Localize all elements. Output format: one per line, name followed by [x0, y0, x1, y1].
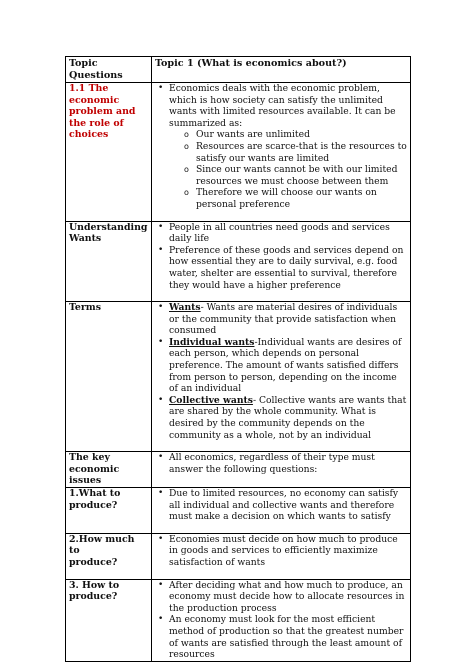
list-item: [169, 337, 407, 395]
spacer: [155, 441, 407, 451]
topic-line: the role of: [69, 117, 124, 129]
topic-line: 3. How to: [69, 579, 120, 591]
term-definition: - Collective wants are wants that are shared by the whole community. What is desired by the community depends on the community as a whole, not by an individual: [169, 394, 407, 441]
header-row: [66, 57, 411, 83]
bullet-list: [155, 222, 407, 292]
sub-list-item: o Therefore we will choose our wants on personal preference: [196, 187, 407, 210]
table-row: [66, 579, 411, 661]
table-row: [66, 533, 411, 579]
sub-list: [169, 129, 407, 210]
topic-cell: [66, 221, 152, 302]
list-item: [169, 83, 407, 211]
term-label: Wants: [169, 302, 201, 314]
list-item: • Due to limited resources, no economy can satisfy all individual and collective wants and therefore must make a decision on which wants to satisfy: [169, 488, 407, 523]
topic-line: produce?: [69, 591, 118, 603]
topic-line: 2.How much to: [69, 533, 135, 557]
term-label: Individual wants: [169, 336, 255, 348]
topic-cell: [66, 302, 152, 452]
topic-cell: [66, 452, 152, 488]
content-cell: [152, 83, 411, 222]
spacer: [155, 569, 407, 579]
term-definition: - Wants are material desires of individuals or the community that provide satisfaction when consumed: [169, 302, 398, 337]
term-definition: -Individual wants are desires of each person, which depends on personal preference. The amount of wants satisfied differs from person to person, depending on the income of an individual: [169, 336, 402, 395]
list-item: • Economies must decide on how much to produce in goods and services to efficiently maximize satisfaction of wants: [169, 534, 407, 569]
notes-table: [65, 56, 411, 662]
content-cell: [152, 533, 411, 579]
topic-line: Terms: [69, 302, 102, 314]
spacer: [155, 291, 407, 301]
topic-line: economic: [69, 94, 120, 106]
topic-cell: [66, 579, 152, 661]
term-label: Collective wants: [169, 394, 253, 406]
topic-line: problem and: [69, 106, 136, 118]
content-cell: [152, 452, 411, 488]
spacer: [155, 523, 407, 533]
content-cell: [152, 488, 411, 534]
content-cell: [152, 221, 411, 302]
list-item: • After deciding what and how much to produce, an economy must decide how to allocate resources in the production process: [169, 580, 407, 615]
bullet-list: [155, 488, 407, 523]
spacer: [155, 475, 407, 485]
topic-cell: [66, 488, 152, 534]
bullet-text: Economics deals with the economic problem, which is how society can satisfy the unlimited wants with limited resources available. It can be summarized as:: [169, 83, 396, 129]
bullet-list: [155, 580, 407, 661]
topic-line: economic issues: [69, 463, 120, 487]
content-cell: [152, 579, 411, 661]
bullet-list: [155, 83, 407, 211]
topic-line: Understanding: [69, 221, 148, 233]
table-row: [66, 488, 411, 534]
list-item: • People in all countries need goods and services daily life: [169, 222, 407, 245]
bullet-list: [155, 302, 407, 441]
topic-line: 1.What to: [69, 488, 121, 499]
topic-line: choices: [69, 129, 109, 141]
table-row: [66, 302, 411, 452]
list-item: [169, 302, 407, 337]
header-topic-title: Topic 1 (What is economics about?): [152, 57, 411, 83]
spacer: [155, 211, 407, 221]
topic-line: produce?: [69, 556, 118, 568]
sub-list-item: o Resources are scarce-that is the resources to satisfy our wants are limited: [196, 141, 407, 164]
table-row: [66, 452, 411, 488]
content-cell: [152, 302, 411, 452]
topic-line: 1.1 The: [69, 83, 109, 94]
list-item: • All economics, regardless of their type must answer the following questions:: [169, 452, 407, 475]
list-item: [169, 395, 407, 441]
list-item: • Preference of these goods and services depend on how essential they are to daily survival, e.g. food water, shelter are essential to survival, therefore they would have a higher preference: [169, 245, 407, 291]
table-row: [66, 83, 411, 222]
list-item: • An economy must look for the most efficient method of production so that the greatest number of wants are satisfied through the least amount of resources: [169, 614, 407, 660]
topic-line: Wants: [69, 233, 102, 245]
topic-cell: [66, 533, 152, 579]
topic-line: The key: [69, 452, 110, 464]
topic-line: produce?: [69, 499, 118, 511]
bullet-list: [155, 534, 407, 569]
topic-cell: [66, 83, 152, 222]
sub-list-item: o Since our wants cannot be with our limited resources we must choose between them: [196, 164, 407, 187]
table-row: [66, 221, 411, 302]
bullet-list: [155, 452, 407, 475]
header-topic-questions: Topic Questions: [66, 57, 152, 83]
sub-list-item: o Our wants are unlimited: [196, 129, 407, 141]
